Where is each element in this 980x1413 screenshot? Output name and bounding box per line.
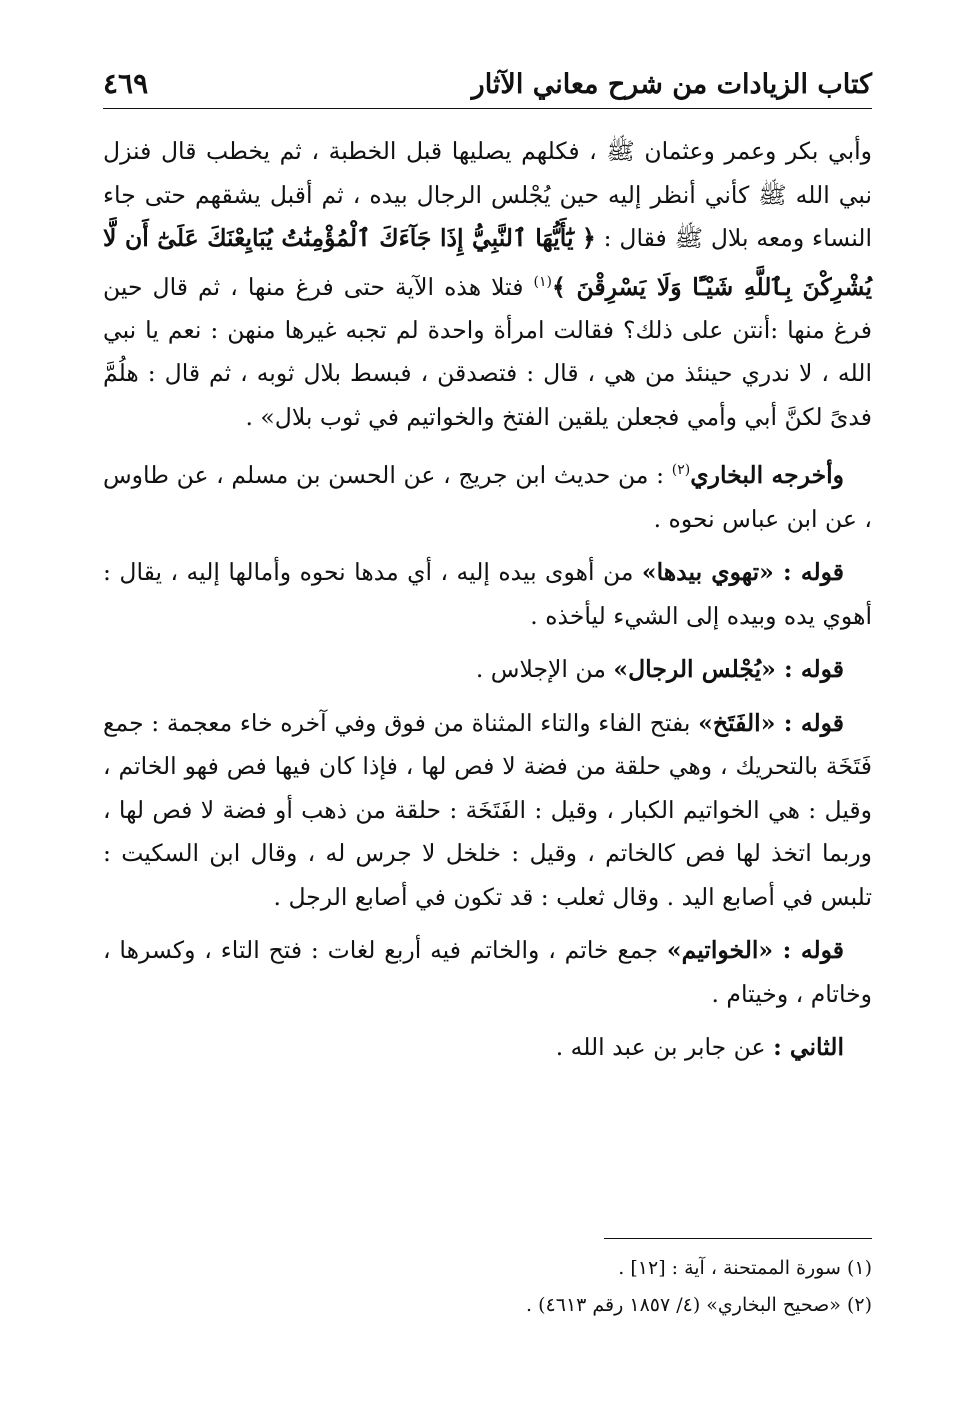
- paragraph-takhrij: [103, 449, 872, 541]
- takhrij-lead: وأخرجه البخاري: [690, 461, 844, 490]
- paragraph-hadith: [103, 130, 872, 439]
- page-header: [103, 58, 872, 109]
- paragraph-thani: [103, 1026, 872, 1070]
- paragraph-khawatim: [103, 929, 872, 1016]
- footnote-ref-1: (١): [533, 273, 552, 290]
- paragraph-yujlis: [103, 648, 872, 692]
- tahwi-text: من أهوى بيده إليه ، أي مدها نحوه وأمالها إليه ، يقال : أهوي يده وبيده إلى الشيء ليأخذه .: [103, 558, 872, 630]
- footnote-2: (٢) «صحيح البخاري» (٤/ ١٨٥٧ رقم ٤٦١٣) .: [526, 1294, 872, 1316]
- paragraph-tahwi: [103, 551, 872, 638]
- footnote-1: (١) سورة الممتحنة ، آية : [١٢] .: [618, 1257, 872, 1279]
- hadith-text-start: وأبي بكر وعمر وعثمان ﷺ ، فكلهم يصليها قبل الخطبة ، ثم يخطب قال فنزل نبي الله ﷺ كأني أنظر إليه حين يُجْلس الرجال بيده ، ثم أقبل يشقهم حتى جاء النساء ومعه بلال ﷺ فقال :: [103, 137, 872, 252]
- quran-verse: ﴿ يَٰٓأَيُّهَا ٱلنَّبِيُّ إِذَا جَآءَكَ ٱلْمُؤْمِنَٰتُ يُبَايِعْنَكَ عَلَىٰٓ أَن لَّا يُشْرِكْنَ بِٱللَّهِ شَيْـًٔا وَلَا يَسْرِقْنَ ﴾: [103, 224, 872, 301]
- fatakh-text: بفتح الفاء والتاء المثناة من فوق وفي آخره خاء معجمة : جمع فَتَخَة بالتحريك ، وهي حلقة من فضة لا فص لها ، فإذا كان فيها فص فهو الخاتم ، وقيل : هي الخواتيم الكبار ، وقيل : الفَتَخَة : حلقة من ذهب أو فضة لا فص لها ، وربما اتخذ لها فص كالخاتم ، وقيل : خلخل لا جرس له ، وقال ابن السكيت : تلبس في أصابع اليد . وقال ثعلب : قد تكون في أصابع الرجل .: [103, 708, 872, 911]
- page-number: ٤٦٩: [103, 67, 149, 100]
- yujlis-text: من الإجلاس .: [475, 655, 606, 684]
- thani-text: عن جابر بن عبد الله .: [555, 1033, 766, 1062]
- footnote-divider: [604, 1238, 872, 1239]
- fatakh-lead: قوله : «الفَتَخ»: [698, 708, 844, 737]
- khawatim-lead: قوله : «الخواتيم»: [666, 936, 844, 965]
- takhrij-text: : من حديث ابن جريج ، عن الحسن بن مسلم ، عن طاوس ، عن ابن عباس نحوه .: [103, 461, 872, 533]
- footnotes: [103, 1250, 872, 1324]
- main-text: [103, 130, 872, 1080]
- thani-lead: الثاني :: [773, 1033, 844, 1062]
- footnote-ref-2: (٢): [671, 462, 691, 479]
- tahwi-lead: قوله : «تهوي بيدها»: [641, 558, 844, 587]
- yujlis-lead: قوله : «يُجْلس الرجال»: [613, 655, 844, 684]
- running-title: كتاب الزيادات من شرح معاني الآثار: [471, 69, 872, 100]
- hadith-text-end: فتلا هذه الآية حتى فرغ منها ، ثم قال حين فرغ منها :أنتن على ذلك؟ فقالت امرأة واحدة لم تجبه غيرها منهن : نعم يا نبي الله ، لا ندري حينئذ من هي ، قال : فتصدقن ، فبسط بلال ثوبه ، ثم قال : هلُمَّ فدىً لكنَّ أبي وأمي فجعلن يلقين الفتخ والخواتيم في ثوب بلال» .: [103, 272, 872, 431]
- khawatim-text: جمع خاتم ، والخاتم فيه أربع لغات : فتح التاء ، وكسرها ، وخاتام ، وخيتام .: [103, 936, 872, 1008]
- paragraph-fatakh: [103, 702, 872, 920]
